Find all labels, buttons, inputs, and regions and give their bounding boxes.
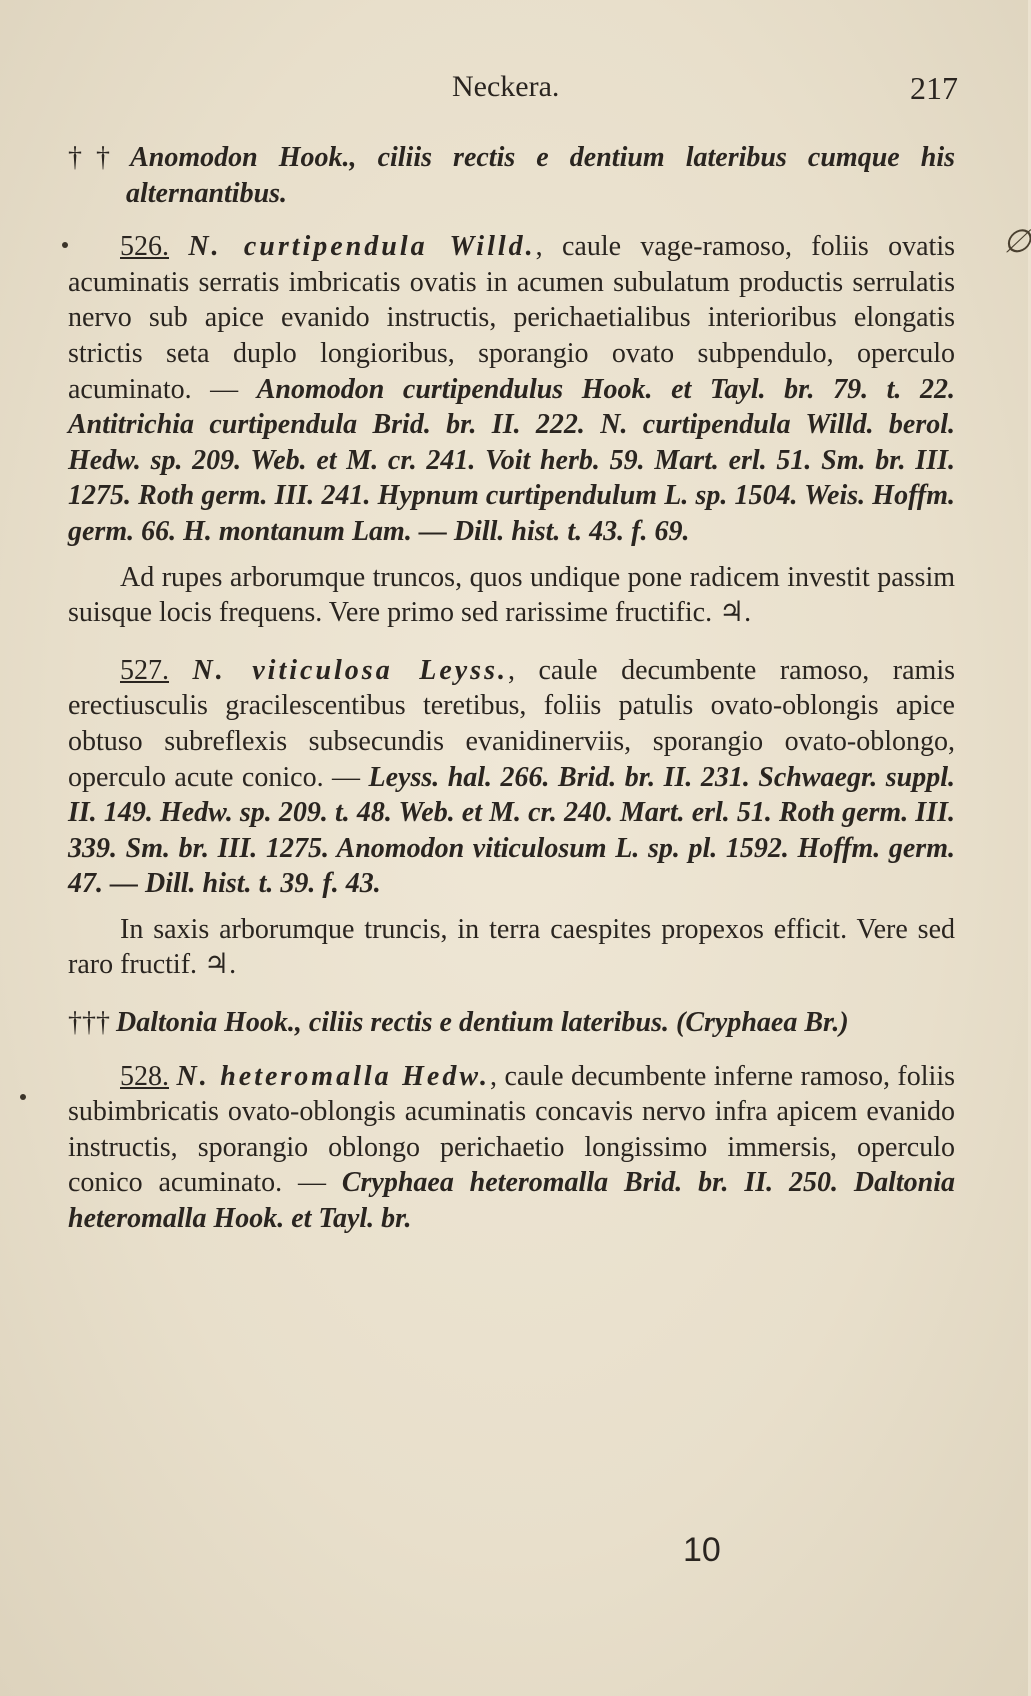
habitat-note-527: In saxis arborumque truncis, in terra caespites propexos efficit. Vere sed raro fructif. ♃. — [68, 913, 955, 981]
margin-dot — [20, 1094, 26, 1100]
species-synonyms: Cryphaea heteromalla Brid. br. II. 250. Daltonia heteromalla Hook. et Tayl. br. — [68, 1167, 955, 1235]
section-heading-anomodon — [68, 140, 955, 211]
habitat-note-526: Ad rupes arborumque truncos, quos undique pone radicem investit passim suisque locis frequens. Vere primo sed rarissime fructific. ♃. — [68, 561, 955, 629]
margin-dot — [62, 242, 68, 248]
species-entry-527 — [68, 653, 955, 902]
page-number: 217 — [910, 70, 958, 106]
species-name: N. viticulosa Leyss. — [192, 654, 508, 686]
section-heading-text: Daltonia Hook., ciliis rectis e dentium lateribus. (Cryphaea Br.) — [116, 1007, 849, 1039]
triple-dagger-mark: ††† — [68, 1007, 110, 1039]
entry-number: 528. — [120, 1060, 169, 1092]
species-name: N. heteromalla Hedw. — [176, 1060, 490, 1092]
entry-number: 526. — [120, 231, 169, 263]
section-heading-daltonia — [68, 1005, 955, 1041]
species-synonyms: Anomodon curtipendulus Hook. et Tayl. br. 79. t. 22. Antitrichia curtipendula Brid. br. II. 222. N. curtipendula Willd. berol. Hedw. sp. 209. Web. et M. cr. 241. Voit herb. 59. Mart. erl. 51. Sm. br. III. 1275. Roth germ. III. 241. Hypnum curtipendulum L. sp. 1504. Weis. Hoffm. germ. 66. H. montanum Lam. — Dill. hist. t. 43. f. 69. — [68, 373, 955, 547]
section-heading-text: Anomodon Hook., ciliis rectis e dentium lateribus cumque his alternantibus. — [126, 142, 955, 209]
species-entry-526 — [68, 229, 955, 549]
page-content — [68, 140, 955, 1247]
page-header — [0, 70, 1028, 110]
species-synonyms: Leyss. hal. 266. Brid. br. II. 231. Schwaegr. suppl. II. 149. Hedw. sp. 209. t. 48. Web. et M. cr. 240. Mart. erl. 51. Roth germ. III. 339. Sm. br. III. 1275. Anomodon viticulosum L. sp. pl. 1592. Hoffm. germ. 47. — Dill. hist. t. 39. f. 43. — [68, 761, 956, 900]
double-dagger-mark: †† — [68, 142, 125, 173]
running-title: Neckera. — [452, 70, 560, 103]
species-description: , caule vage-ramoso, foliis ovatis acuminatis serratis imbricatis ovatis in acumen subulatum productis serrulatis nervo sub apice evanido instructis, perichaetialibus interioribus elongatis strictis seta duplo longioribus, sporangio ovato subpendulo, operculo acuminato. — — [68, 231, 955, 405]
species-description: , caule decumbente inferne ramoso, foliis subimbricatis ovato-oblongis acuminatis concavis nervo infra apicem evanido instructis, sporangio oblongo perichaetio longissimo immersis, operculo conico acuminato. — — [68, 1060, 955, 1199]
margin-annotation-mark: ∅ — [1003, 222, 1031, 260]
entry-number: 527. — [120, 654, 169, 686]
species-entry-528 — [68, 1059, 955, 1237]
species-description: , caule decumbente ramoso, ramis erectiusculis gracilescentibus teretibus, foliis patulis ovato-oblongis apice obtuso subreflexis subsecundis evanidinerviis, sporangio ovato-oblongo, operculo acute conico. — — [68, 654, 955, 793]
species-name: N. curtipendula Willd. — [188, 231, 536, 263]
signature-mark: 10 — [683, 1531, 721, 1569]
